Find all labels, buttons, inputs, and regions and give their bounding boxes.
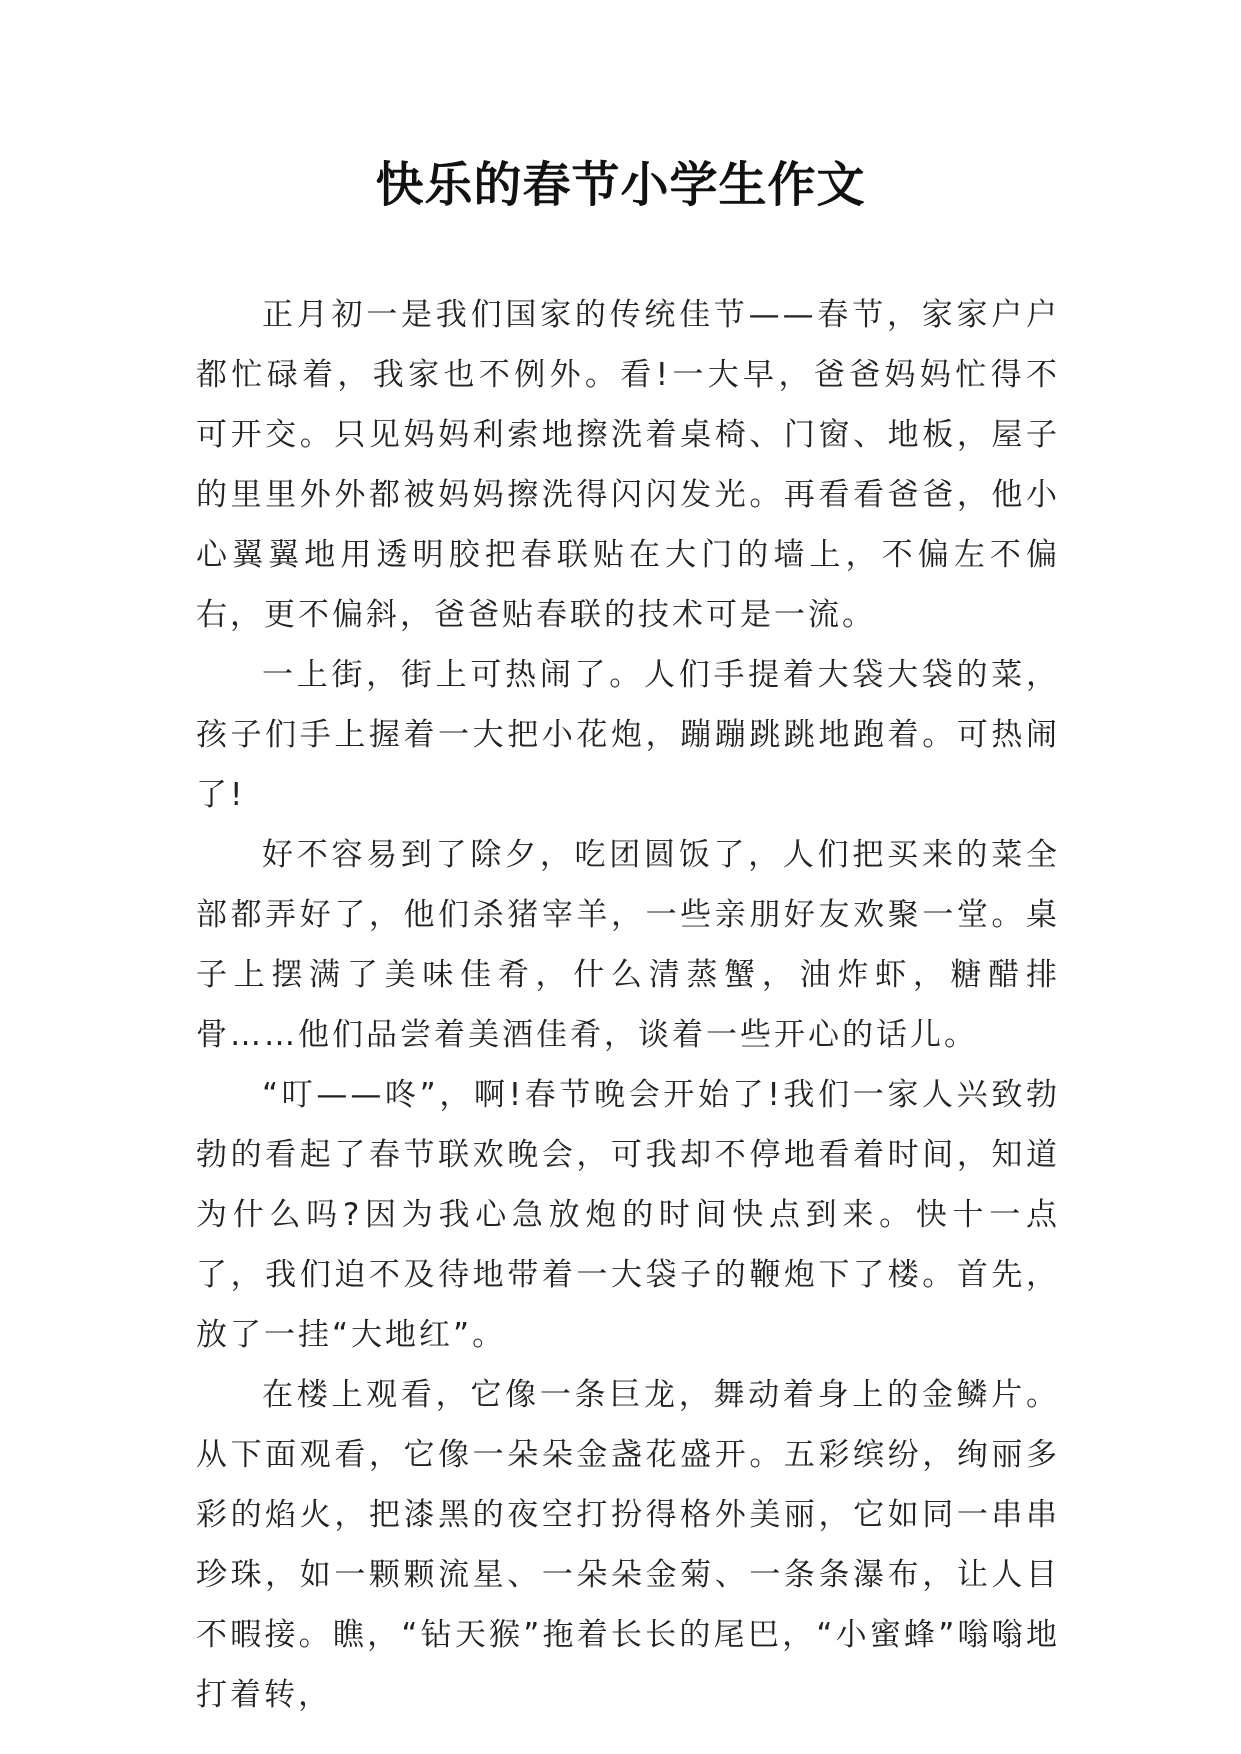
document-title: 快乐的春节小学生作文 [375,157,866,213]
paragraph-1: 正月初一是我们国家的传统佳节——春节，家家户户都忙碌着，我家也不例外。看!一大早，爸爸妈妈忙得不可开交。只见妈妈利索地擦洗着桌椅、门窗、地板，屋子的里里外外都被妈妈擦洗得闪闪发光。再看看爸爸，他小心翼翼地用透明胶把春联贴在大门的墙上，不偏左不偏右，更不偏斜，爸爸贴春联的技术可是一流。 [196,297,1060,633]
paragraph-3: 好不容易到了除夕，吃团圆饭了，人们把买来的菜全部都弄好了，他们杀猪宰羊，一些亲朋好友欢聚一堂。桌子上摆满了美味佳肴，什么清蒸蟹，油炸虾，糖醋排骨……他们品尝着美酒佳肴，谈着一些开心的话儿。 [196,837,1060,1053]
document-body [196,285,1060,1725]
paragraph-5: 在楼上观看，它像一条巨龙，舞动着身上的金鳞片。从下面观看，它像一朵朵金盏花盛开。五彩缤纷，绚丽多彩的焰火，把漆黑的夜空打扮得格外美丽，它如同一串串珍珠，如一颗颗流星、一朵朵金菊、一条条瀑布，让人目不暇接。瞧，“钻天猴”拖着长长的尾巴，“小蜜蜂”嗡嗡地打着转， [196,1377,1060,1713]
paragraph-2: 一上街，街上可热闹了。人们手提着大袋大袋的菜，孩子们手上握着一大把小花炮，蹦蹦跳跳地跑着。可热闹了! [196,657,1060,813]
paragraph-4: “叮——咚”，啊!春节晚会开始了!我们一家人兴致勃勃的看起了春节联欢晚会，可我却不停地看着时间，知道为什么吗?因为我心急放炮的时间快点到来。快十一点了，我们迫不及待地带着一大袋子的鞭炮下了楼。首先，放了一挂“大地红”。 [196,1077,1060,1353]
